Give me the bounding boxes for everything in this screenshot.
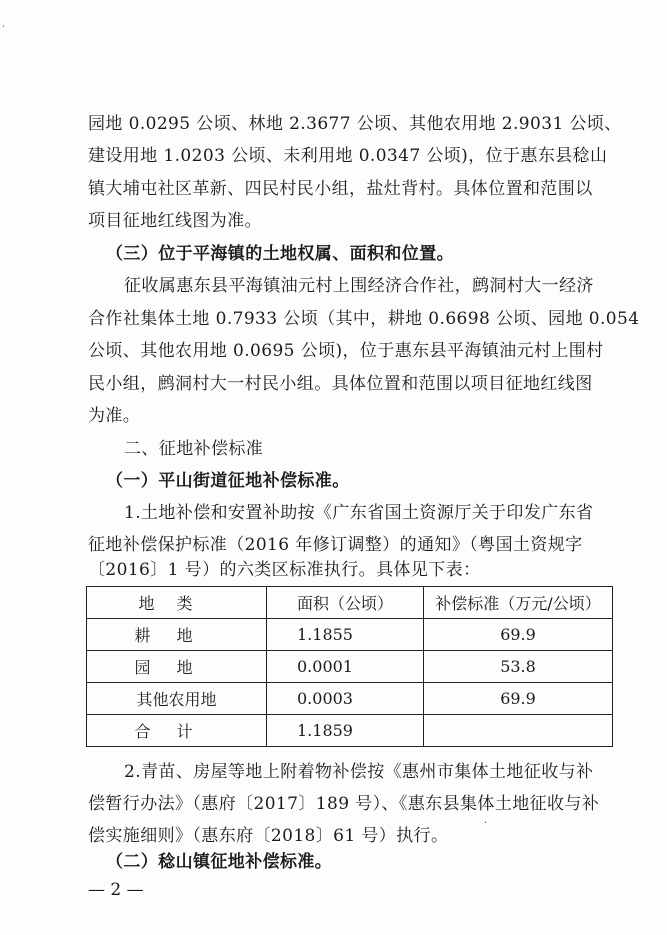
- paragraph-line-10: 1.土地补偿和安置补助按《广东省国土资源厅关于印发广东省: [124, 503, 594, 523]
- paragraph-line-4: 项目征地红线图为准。: [88, 211, 262, 231]
- subsection-heading-1: （一）平山街道征地补偿标准。: [106, 471, 350, 491]
- table-cell-land-type: 耕地: [87, 619, 267, 651]
- table-cell-standard: 53.8: [424, 651, 613, 683]
- section-heading-3: （三）位于平海镇的土地权属、面积和位置。: [106, 244, 454, 264]
- table-cell-land-type: 园地: [87, 651, 267, 683]
- table-cell-area: 0.0003: [267, 683, 424, 715]
- section-heading-2: 二、征地补偿标准: [124, 439, 264, 459]
- table-header-area: 面积（公顷）: [267, 587, 424, 619]
- paragraph-line-5: 征收属惠东县平海镇油元村上围经济合作社，鹧洞村大一经济: [124, 276, 594, 296]
- table-cell-standard: 69.9: [424, 683, 613, 715]
- table-cell-standard: [424, 715, 613, 747]
- table-row: [87, 715, 613, 747]
- table-header-land-type: 地类: [87, 587, 267, 619]
- paragraph-line-9: 为准。: [88, 406, 141, 426]
- compensation-table: [86, 586, 613, 747]
- paragraph-line-15: 偿实施细则》（惠东府〔2018〕61 号）执行。: [88, 826, 449, 846]
- paragraph-line-12: 〔2016〕1 号）的六类区标准执行。具体见下表：: [88, 560, 481, 580]
- subsection-heading-2: （二）稔山镇征地补偿标准。: [106, 852, 333, 872]
- paragraph-line-6: 合作社集体土地 0.7933 公顷（其中，耕地 0.6698 公顷、园地 0.054: [88, 309, 640, 329]
- paragraph-line-11: 征地补偿保护标准（2016 年修订调整）的通知》（粤国土资规字: [88, 535, 583, 555]
- table-header-row: [87, 587, 613, 619]
- table-cell-land-type: 其他农用地: [87, 683, 267, 715]
- paragraph-line-2: 建设用地 1.0203 公顷、未利用地 0.0347 公顷)，位于惠东县稔山: [88, 146, 608, 166]
- table-cell-area: 1.1855: [267, 619, 424, 651]
- paragraph-line-13: 2.青苗、房屋等地上附着物补偿按《惠州市集体土地征收与补: [124, 762, 594, 782]
- table-row: [87, 619, 613, 651]
- stray-dot: ·: [484, 818, 488, 829]
- table-cell-land-type: 合计: [87, 715, 267, 747]
- paragraph-line-14: 偿暂行办法》（惠府〔2017〕189 号）、《惠东县集体土地征收与补: [88, 794, 600, 814]
- paragraph-line-7: 公顷、其他农用地 0.0695 公顷)，位于惠东县平海镇油元村上围村: [88, 341, 604, 361]
- table-row: [87, 683, 613, 715]
- table-cell-area: 0.0001: [267, 651, 424, 683]
- table-cell-area: 1.1859: [267, 715, 424, 747]
- paragraph-line-1: 园地 0.0295 公顷、林地 2.3677 公顷、其他农用地 2.9031 公顷、: [88, 114, 622, 134]
- corner-mark: ,: [2, 18, 6, 29]
- paragraph-line-8: 民小组，鹧洞村大一村民小组。具体位置和范围以项目征地红线图: [88, 374, 593, 394]
- table-cell-standard: 69.9: [424, 619, 613, 651]
- page-number: — 2 —: [88, 880, 144, 900]
- table-row: [87, 651, 613, 683]
- paragraph-line-3: 镇大埔屯社区革新、四民村民小组，盐灶背村。具体位置和范围以: [88, 179, 593, 199]
- table-header-standard: 补偿标准（万元/公顷）: [424, 587, 613, 619]
